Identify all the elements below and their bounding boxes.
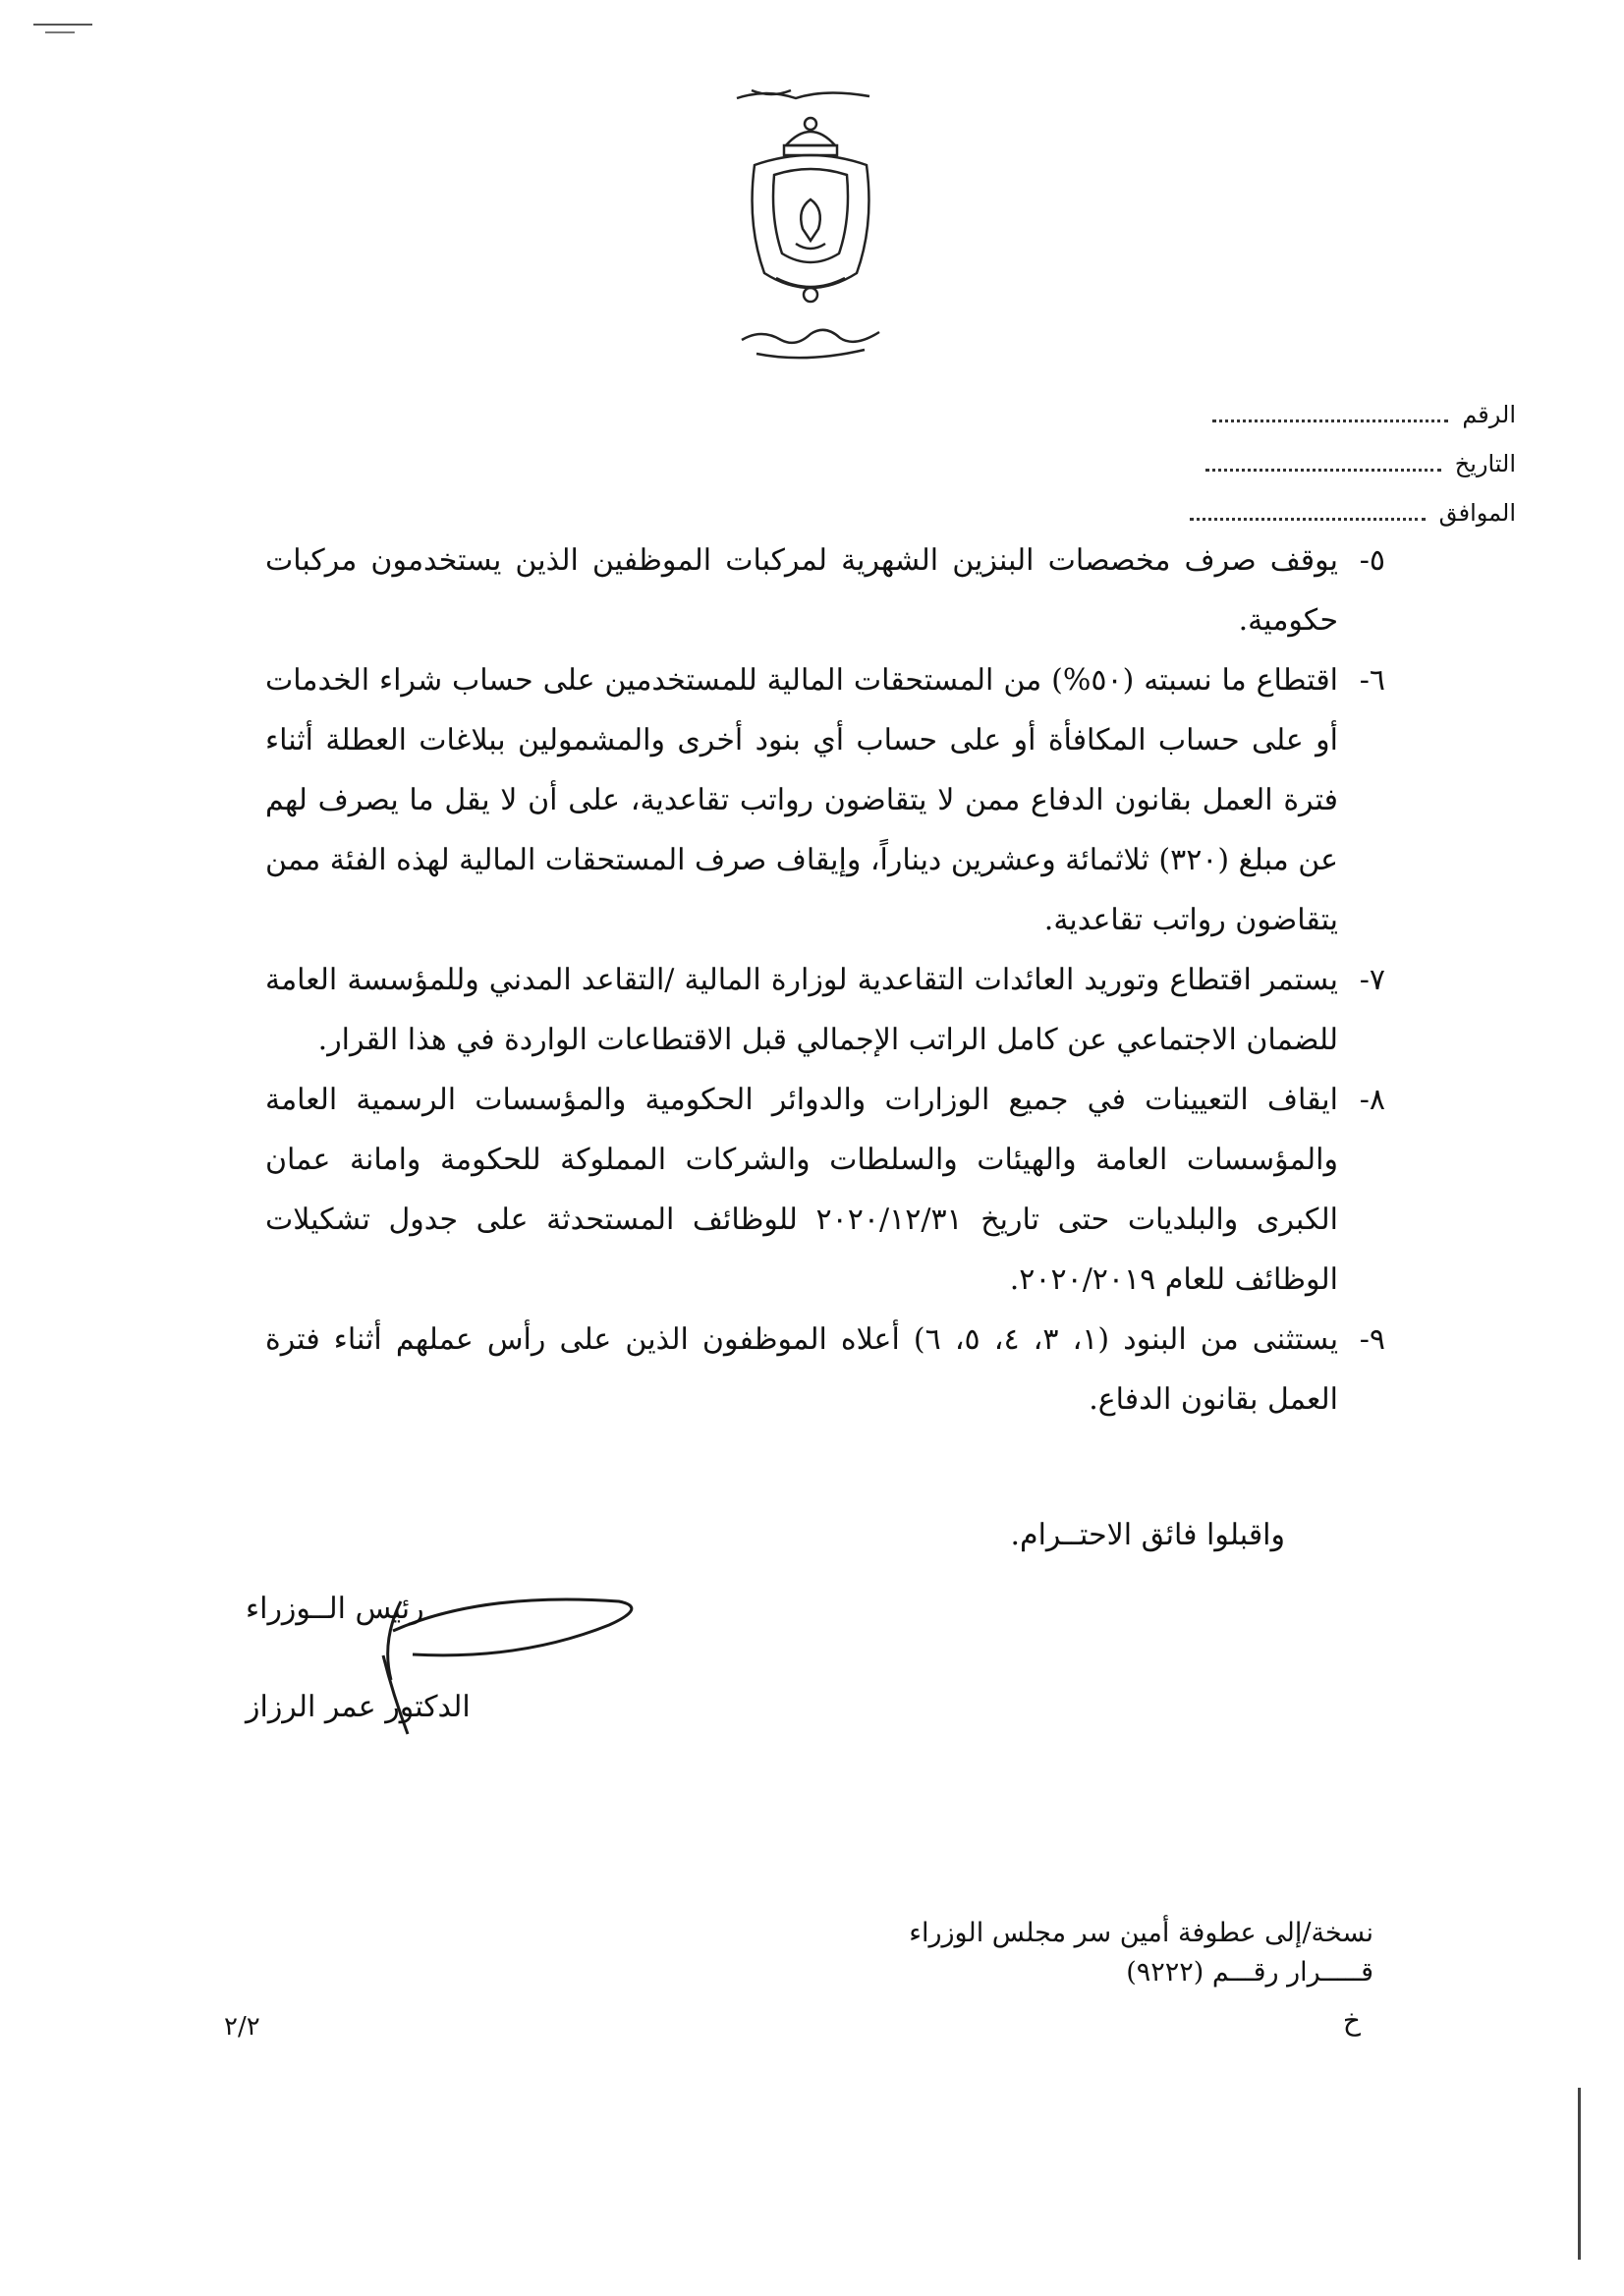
reference-corresponding-dots <box>1190 500 1426 521</box>
reference-corresponding-label: الموافق <box>1438 499 1516 527</box>
royal-emblem-icon <box>717 77 904 371</box>
clerk-initial: خ <box>1342 2004 1361 2037</box>
reference-date-row <box>1103 450 1516 499</box>
list-item <box>265 531 1385 650</box>
item-number: ٦- <box>1359 663 1385 698</box>
reference-date-label: التاريخ <box>1454 450 1516 477</box>
list-item <box>265 1310 1385 1429</box>
reference-number-dots <box>1212 402 1448 422</box>
item-text: يستمر اقتطاع وتوريد العائدات التقاعدية لوزارة المالية /التقاعد المدني وللمؤسسة العامة للضمان الاجتماعي عن كامل الراتب الإجمالي قبل الاقتطاعات الواردة في هذا القرار. <box>265 963 1338 1057</box>
reference-number-label: الرقم <box>1462 401 1516 428</box>
list-item <box>265 1070 1385 1310</box>
decision-number-line: قـــــرار رقـــم (٩٢٢٢) <box>1126 1957 1373 1988</box>
scan-mark <box>33 24 92 35</box>
reference-date-dots <box>1205 451 1441 472</box>
item-text: ايقاف التعيينات في جميع الوزارات والدوائر الحكومية والمؤسسات الرسمية العامة والمؤسسات العامة والهيئات والسلطات والشركات المملوكة للحكومة وامانة عمان الكبرى والبلديات حتى تاريخ ٢٠٢٠/١٢/٣١ للوظائف المستحدثة على جدول تشكيلات الوظائف للعام ٢٠٢٠/٢٠١٩. <box>265 1083 1338 1297</box>
decision-items <box>265 531 1385 1429</box>
closing-phrase: واقبلوا فائق الاحتــرام. <box>1010 1518 1285 1552</box>
item-number: ٧- <box>1359 963 1385 997</box>
list-item <box>265 650 1385 950</box>
item-number: ٥- <box>1359 543 1385 578</box>
item-text: يستثنى من البنود (١، ٣، ٤، ٥، ٦) أعلاه الموظفون الذين على رأس عملهم أثناء فترة العمل بقانون الدفاع. <box>265 1322 1339 1417</box>
item-number: ٩- <box>1359 1322 1385 1357</box>
reference-number-row <box>1103 401 1516 450</box>
scan-margin-line <box>1578 2088 1581 2260</box>
signature-name: الدكتور عمر الرزاز <box>246 1690 471 1724</box>
page-number: ٢/٢ <box>224 2012 260 2042</box>
item-number: ٨- <box>1359 1083 1385 1117</box>
list-item <box>265 950 1385 1070</box>
copy-to-line: نسخة/إلى عطوفة أمين سر مجلس الوزراء <box>909 1918 1373 1948</box>
item-text: يوقف صرف مخصصات البنزين الشهرية لمركبات الموظفين الذين يستخدمون مركبات حكومية. <box>265 543 1338 638</box>
reference-block <box>1103 401 1516 548</box>
copy-to-block <box>909 1914 1373 1992</box>
item-text: اقتطاع ما نسبته (٥٠%) من المستحقات المالية للمستخدمين على حساب شراء الخدمات أو على حساب المكافأة أو على حساب أي بنود أخرى والمشمولين ببلاغات العطلة أثناء فترة العمل بقانون الدفاع ممن لا يتقاضون رواتب تقاعدية، على أن لا يقل ما يصرف لهم عن مبلغ (٣٢٠) ثلاثمائة وعشرين ديناراً، وإيقاف صرف المستحقات المالية لهذه الفئة ممن يتقاضون رواتب تقاعدية. <box>265 663 1339 937</box>
signature-title: رئيس الــوزراء <box>246 1592 424 1626</box>
